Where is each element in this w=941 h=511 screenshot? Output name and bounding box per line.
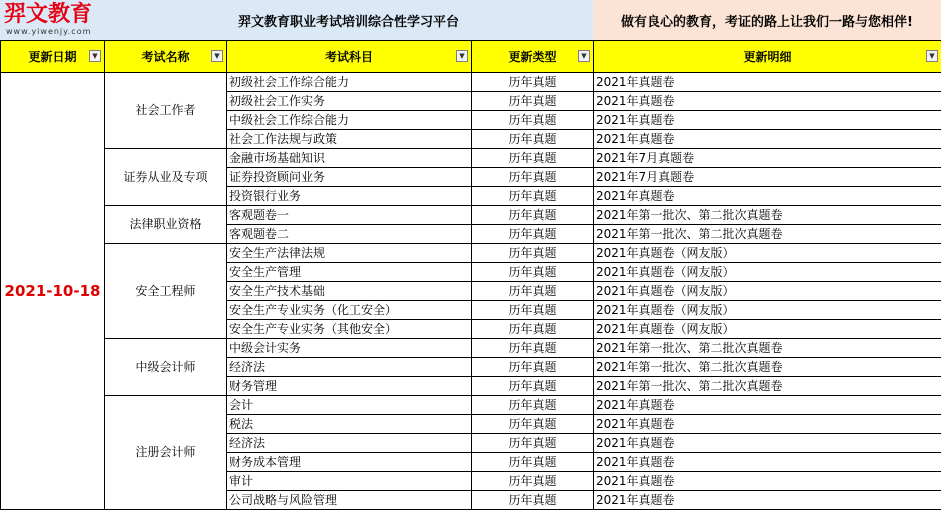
update-type-cell[interactable]: 历年真题 — [472, 73, 594, 92]
header-label: 更新日期 — [28, 50, 77, 64]
update-detail-cell[interactable]: 2021年第一批次、第二批次真题卷 — [594, 339, 941, 358]
update-detail-cell[interactable]: 2021年真题卷（网友版） — [594, 263, 941, 282]
update-detail-cell[interactable]: 2021年真题卷 — [594, 472, 941, 491]
table-row — [1, 339, 941, 358]
exam-subject-cell[interactable]: 安全生产法律法规 — [227, 244, 472, 263]
update-type-cell[interactable]: 历年真题 — [472, 225, 594, 244]
exam-name-cell[interactable]: 证券从业及专项 — [105, 149, 227, 206]
update-detail-cell[interactable]: 2021年真题卷 — [594, 73, 941, 92]
exam-subject-cell[interactable]: 安全生产专业实务（其他安全） — [227, 320, 472, 339]
update-type-cell[interactable]: 历年真题 — [472, 187, 594, 206]
update-detail-cell[interactable]: 2021年真题卷 — [594, 396, 941, 415]
logo-text: 羿文教育 — [4, 1, 93, 27]
logo — [0, 0, 104, 40]
dropdown-icon[interactable]: ▼ — [456, 50, 468, 62]
table-row — [1, 244, 941, 263]
update-detail-cell[interactable]: 2021年真题卷 — [594, 415, 941, 434]
header-update-type — [472, 41, 594, 73]
header-update-date — [1, 41, 105, 73]
exam-subject-cell[interactable]: 安全生产专业实务（化工安全） — [227, 301, 472, 320]
exam-subject-cell[interactable]: 审计 — [227, 472, 472, 491]
update-type-cell[interactable]: 历年真题 — [472, 282, 594, 301]
update-detail-cell[interactable]: 2021年真题卷 — [594, 92, 941, 111]
update-detail-cell[interactable]: 2021年真题卷 — [594, 111, 941, 130]
update-detail-cell[interactable]: 2021年真题卷（网友版） — [594, 244, 941, 263]
update-type-cell[interactable]: 历年真题 — [472, 244, 594, 263]
table-row — [1, 149, 941, 168]
update-detail-cell[interactable]: 2021年真题卷 — [594, 434, 941, 453]
dropdown-icon[interactable]: ▼ — [211, 50, 223, 62]
exam-subject-cell[interactable]: 安全生产管理 — [227, 263, 472, 282]
update-type-cell[interactable]: 历年真题 — [472, 415, 594, 434]
exam-name-cell[interactable]: 注册会计师 — [105, 396, 227, 510]
table-row — [1, 73, 941, 92]
header-label: 更新类型 — [508, 50, 557, 64]
exam-name-cell[interactable]: 社会工作者 — [105, 73, 227, 149]
update-type-cell[interactable]: 历年真题 — [472, 92, 594, 111]
exam-subject-cell[interactable]: 金融市场基础知识 — [227, 149, 472, 168]
dropdown-icon[interactable]: ▼ — [926, 50, 938, 62]
exam-subject-cell[interactable]: 财务成本管理 — [227, 453, 472, 472]
header-exam-name — [105, 41, 227, 73]
update-type-cell[interactable]: 历年真题 — [472, 339, 594, 358]
dropdown-icon[interactable]: ▼ — [578, 50, 590, 62]
update-detail-cell[interactable]: 2021年真题卷 — [594, 187, 941, 206]
exam-subject-cell[interactable]: 初级社会工作综合能力 — [227, 73, 472, 92]
exam-subject-cell[interactable]: 经济法 — [227, 358, 472, 377]
update-type-cell[interactable]: 历年真题 — [472, 130, 594, 149]
update-type-cell[interactable]: 历年真题 — [472, 168, 594, 187]
platform-title: 羿文教育职业考试培训综合性学习平台 — [104, 0, 593, 40]
update-type-cell[interactable]: 历年真题 — [472, 111, 594, 130]
update-table — [0, 40, 941, 510]
exam-subject-cell[interactable]: 初级社会工作实务 — [227, 92, 472, 111]
update-type-cell[interactable]: 历年真题 — [472, 206, 594, 225]
update-type-cell[interactable]: 历年真题 — [472, 453, 594, 472]
logo-url: www.yiwenjy.com — [6, 27, 92, 36]
update-detail-cell[interactable]: 2021年真题卷（网友版） — [594, 301, 941, 320]
exam-subject-cell[interactable]: 证券投资顾问业务 — [227, 168, 472, 187]
update-detail-cell[interactable]: 2021年真题卷 — [594, 491, 941, 510]
exam-name-cell[interactable]: 法律职业资格 — [105, 206, 227, 244]
exam-subject-cell[interactable]: 财务管理 — [227, 377, 472, 396]
update-date-cell[interactable]: 2021-10-18 — [1, 73, 105, 510]
update-type-cell[interactable]: 历年真题 — [472, 472, 594, 491]
update-detail-cell[interactable]: 2021年第一批次、第二批次真题卷 — [594, 377, 941, 396]
update-detail-cell[interactable]: 2021年真题卷 — [594, 130, 941, 149]
update-type-cell[interactable]: 历年真题 — [472, 263, 594, 282]
update-type-cell[interactable]: 历年真题 — [472, 434, 594, 453]
update-detail-cell[interactable]: 2021年真题卷 — [594, 453, 941, 472]
exam-subject-cell[interactable]: 会计 — [227, 396, 472, 415]
update-detail-cell[interactable]: 2021年第一批次、第二批次真题卷 — [594, 225, 941, 244]
exam-name-cell[interactable]: 中级会计师 — [105, 339, 227, 396]
exam-subject-cell[interactable]: 安全生产技术基础 — [227, 282, 472, 301]
update-type-cell[interactable]: 历年真题 — [472, 491, 594, 510]
exam-subject-cell[interactable]: 中级社会工作综合能力 — [227, 111, 472, 130]
update-detail-cell[interactable]: 2021年7月真题卷 — [594, 168, 941, 187]
update-detail-cell[interactable]: 2021年7月真题卷 — [594, 149, 941, 168]
table-body — [1, 73, 941, 510]
update-type-cell[interactable]: 历年真题 — [472, 396, 594, 415]
header-label: 更新明细 — [743, 50, 792, 64]
header-exam-subject — [227, 41, 472, 73]
exam-subject-cell[interactable]: 投资银行业务 — [227, 187, 472, 206]
update-type-cell[interactable]: 历年真题 — [472, 301, 594, 320]
banner — [0, 0, 941, 40]
slogan: 做有良心的教育，考证的路上让我们一路与您相伴! — [593, 0, 941, 40]
update-detail-cell[interactable]: 2021年真题卷（网友版） — [594, 320, 941, 339]
header-update-detail — [594, 41, 941, 73]
exam-name-cell[interactable]: 安全工程师 — [105, 244, 227, 339]
header-label: 考试科目 — [324, 50, 373, 64]
header-row — [1, 41, 941, 73]
update-detail-cell[interactable]: 2021年真题卷（网友版） — [594, 282, 941, 301]
exam-subject-cell[interactable]: 税法 — [227, 415, 472, 434]
table-row — [1, 396, 941, 415]
update-type-cell[interactable]: 历年真题 — [472, 377, 594, 396]
table-row — [1, 206, 941, 225]
update-type-cell[interactable]: 历年真题 — [472, 320, 594, 339]
exam-subject-cell[interactable]: 社会工作法规与政策 — [227, 130, 472, 149]
exam-subject-cell[interactable]: 经济法 — [227, 434, 472, 453]
filter-dropdown-icon[interactable]: ▼ — [89, 50, 101, 62]
update-detail-cell[interactable]: 2021年第一批次、第二批次真题卷 — [594, 206, 941, 225]
exam-subject-cell[interactable]: 客观题卷一 — [227, 206, 472, 225]
update-type-cell[interactable]: 历年真题 — [472, 358, 594, 377]
exam-subject-cell[interactable]: 公司战略与风险管理 — [227, 491, 472, 510]
exam-subject-cell[interactable]: 客观题卷二 — [227, 225, 472, 244]
update-detail-cell[interactable]: 2021年第一批次、第二批次真题卷 — [594, 358, 941, 377]
exam-subject-cell[interactable]: 中级会计实务 — [227, 339, 472, 358]
header-label: 考试名称 — [141, 50, 190, 64]
update-type-cell[interactable]: 历年真题 — [472, 149, 594, 168]
